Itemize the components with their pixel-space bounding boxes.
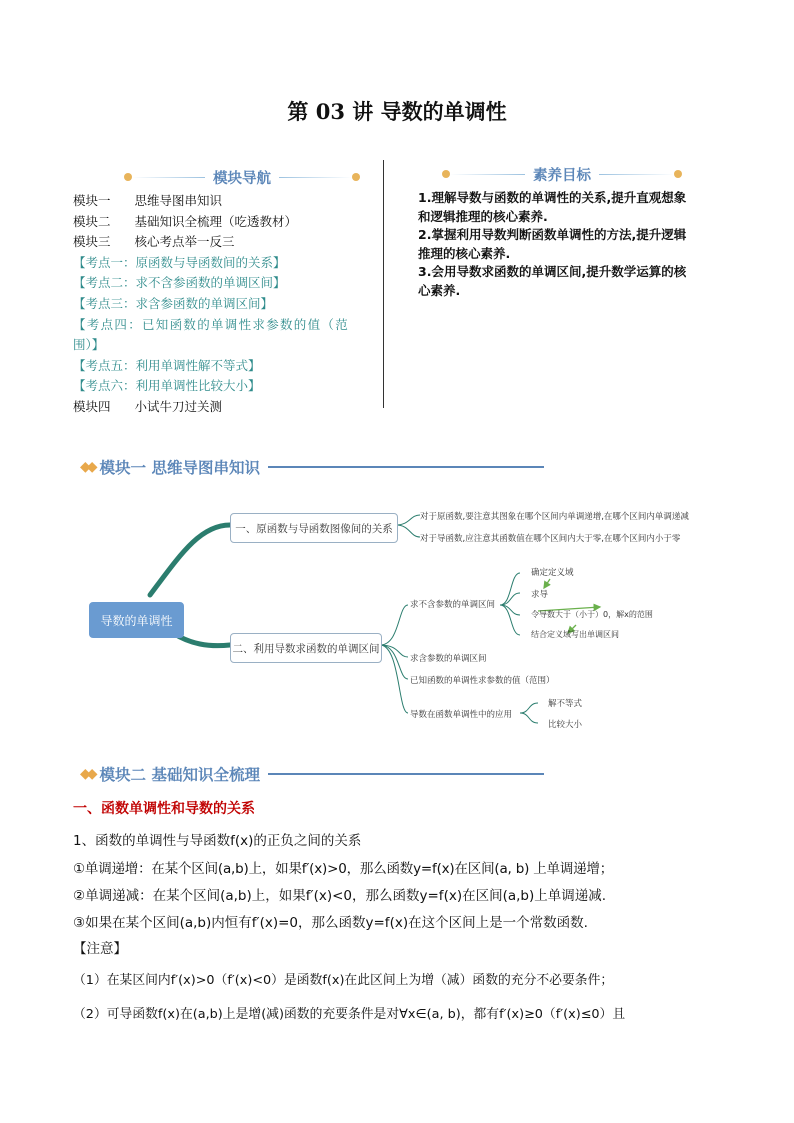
body-line: ③如果在某个区间(a,b)内恒有f′(x)=0，那么函数y=f(x)在这个区间上是一个常数函数. (73, 915, 588, 931)
nav-item[interactable]: 模块三 核心考点举一反三 (73, 234, 235, 250)
mindmap-sub: 已知函数的单调性求参数的值（范围） (410, 676, 555, 686)
body-line: ②单调递减：在某个区间(a,b)上，如果f′(x)<0，那么函数y=f(x)在区间(a,b)上单调递减. (73, 888, 607, 904)
goal-line: 心素养. (418, 282, 461, 298)
module2-heading (80, 763, 544, 785)
mindmap-sub: 求不含参数的单调区间 (410, 600, 496, 610)
divider (132, 177, 205, 178)
mindmap-step: 结合定义域写出单调区间 (531, 630, 619, 639)
divider (268, 773, 544, 775)
nav-point[interactable]: 【考点四：已知函数的单调性求参数的值（范 (73, 316, 350, 332)
mindmap-step: 令导数大于（小于）0，解x的范围 (531, 610, 653, 619)
column-divider (383, 160, 384, 408)
diamond-icon: ◆◆ (80, 459, 94, 475)
mindmap-leaf: 解不等式 (548, 699, 583, 709)
mindmap-sub: 导数在函数单调性中的应用 (410, 710, 513, 720)
module1-heading (80, 456, 544, 478)
nav-point[interactable]: 【考点二：求不含参函数的单调区间】 (73, 275, 286, 291)
mindmap-branch2: 二、利用导数求函数的单调区间 (230, 633, 382, 663)
nav-point[interactable]: 围）】 (73, 337, 105, 353)
mindmap-leaf: 对于原函数,要注意其图象在哪个区间内单调递增,在哪个区间内单调递减 (420, 512, 689, 522)
diamond-icon: ◆◆ (80, 766, 94, 782)
divider (599, 174, 674, 175)
nav-point[interactable]: 【考点六：利用单调性比较大小】 (73, 378, 261, 394)
mindmap-step: 求导 (531, 590, 549, 600)
body-line: （2）可导函数f(x)在(a,b)上是增(减)函数的充要条件是对∀x∈(a, b)，都有f′(x)≥0（f′(x)≤0）且 (73, 1007, 626, 1022)
body-line: 【注意】 (73, 941, 127, 957)
decor-dot-icon (352, 173, 360, 181)
mindmap-leaf: 对于导函数,应注意其函数值在哪个区间内大于零,在哪个区间内小于零 (420, 534, 681, 544)
goals-header-label: 素养目标 (533, 167, 591, 184)
body-line: （1）在某区间内f′(x)>0（f′(x)<0）是函数f(x)在此区间上为增（减）函数的充分不必要条件； (73, 973, 614, 988)
goal-line: 3.会用导数求函数的单调区间,提升数学运算的核 (418, 264, 687, 279)
module1-title: 模块一 思维导图串知识 (99, 459, 260, 477)
nav-point[interactable]: 【考点五：利用单调性解不等式】 (73, 357, 261, 373)
nav-point[interactable]: 【考点一：原函数与导函数间的关系】 (73, 254, 286, 270)
body-line: 1、函数的单调性与导函数f(x)的正负之间的关系 (73, 833, 362, 849)
nav-list (73, 191, 373, 418)
nav-header (124, 166, 360, 188)
body-line: ①单调递增：在某个区间(a,b)上，如果f′(x)>0，那么函数y=f(x)在区间(a, b) 上单调递增； (73, 861, 614, 877)
goal-line: 1.理解导数与函数的单调性的关系,提升直观想象 (418, 190, 687, 205)
section-heading: 一、函数单调性和导数的关系 (73, 801, 255, 817)
nav-header-label: 模块导航 (213, 170, 271, 187)
divider (450, 174, 525, 175)
mindmap-leaf: 比较大小 (548, 720, 583, 730)
goal-line: 和逻辑推理的核心素养. (418, 208, 548, 224)
module2-title: 模块二 基础知识全梳理 (99, 766, 260, 784)
mindmap-sub: 求含参数的单调区间 (410, 654, 487, 664)
divider (268, 466, 544, 468)
nav-item[interactable]: 模块四 小试牛刀过关测 (73, 398, 223, 414)
decor-dot-icon (442, 170, 450, 178)
nav-item[interactable]: 模块二 基础知识全梳理（吃透教材） (73, 213, 298, 229)
page-title: 第 03 讲 导数的单调性 (287, 99, 507, 124)
divider (279, 177, 352, 178)
mindmap-step: 确定定义域 (531, 568, 574, 578)
nav-item[interactable]: 模块一 思维导图串知识 (73, 193, 223, 208)
nav-point[interactable]: 【考点三：求含参函数的单调区间】 (73, 295, 274, 311)
goal-line: 推理的核心素养. (418, 245, 511, 261)
mindmap-root: 导数的单调性 (89, 602, 184, 638)
goal-line: 2.掌握利用导数判断函数单调性的方法,提升逻辑 (418, 227, 687, 242)
decor-dot-icon (674, 170, 682, 178)
goals-header (442, 163, 682, 185)
decor-dot-icon (124, 173, 132, 181)
mindmap-branch1: 一、原函数与导函数图像间的关系 (230, 513, 398, 543)
goals-list (418, 189, 728, 300)
